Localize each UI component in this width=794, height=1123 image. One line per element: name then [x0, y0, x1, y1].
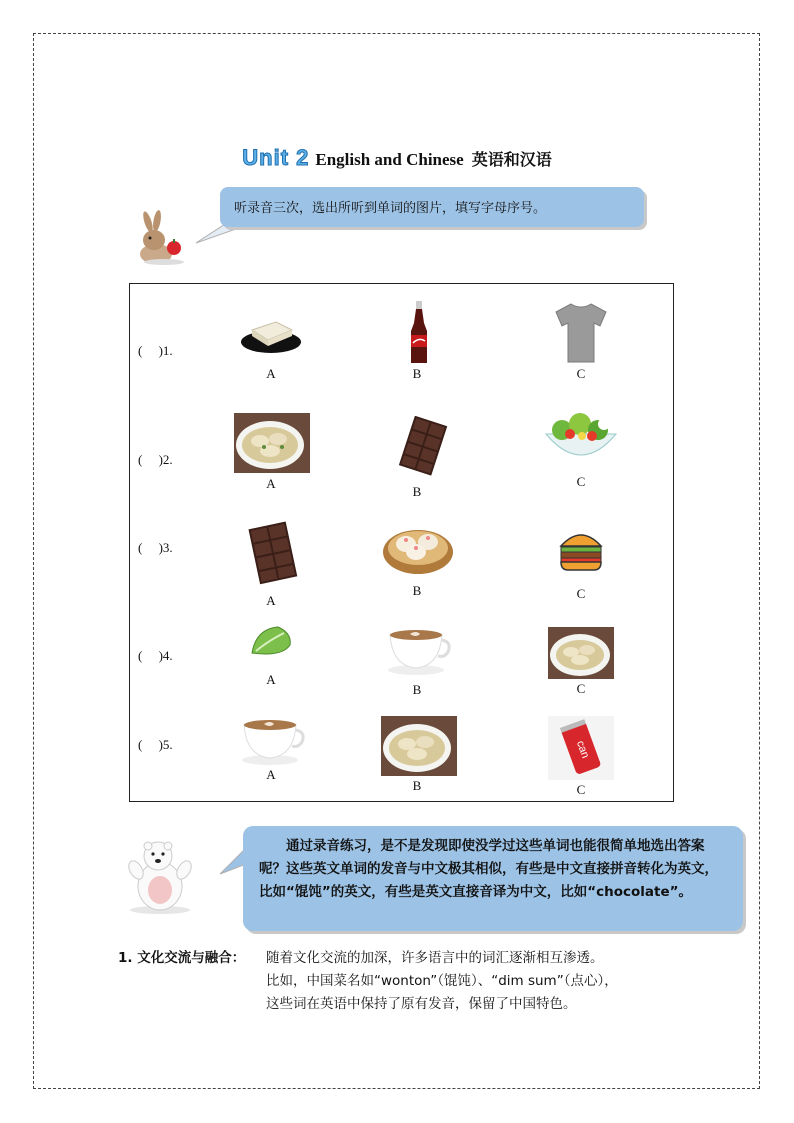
- option-2c-label: C: [576, 474, 586, 489]
- unit-label: Unit 2: [242, 145, 310, 170]
- option-5b-label: B: [412, 778, 422, 793]
- title-english: English and Chinese: [315, 150, 464, 169]
- salad-icon[interactable]: [542, 412, 620, 470]
- question-1-number: ( )1.: [138, 343, 173, 358]
- option-3b-label: B: [412, 583, 422, 598]
- title-chinese: 英语和汉语: [471, 150, 552, 169]
- chocolate-icon[interactable]: [396, 416, 452, 476]
- question-box: [129, 283, 674, 802]
- chocolate-icon[interactable]: [246, 520, 308, 586]
- option-2a-label: A: [266, 476, 276, 491]
- option-1c-label: C: [576, 366, 586, 381]
- section-1: [118, 947, 618, 1012]
- section-1-heading: 1. 文化交流与融合：: [118, 950, 246, 966]
- note-bubble: [243, 826, 743, 931]
- hamburger-icon[interactable]: [558, 528, 604, 572]
- option-1a-label: A: [266, 366, 276, 381]
- option-1b-label: B: [412, 366, 422, 381]
- section-1-line-1: 随着文化交流的加深，许多语言中的词汇逐渐相互渗透。: [266, 950, 604, 966]
- question-2-number: ( )2.: [138, 452, 173, 467]
- wonton-icon[interactable]: [548, 627, 614, 679]
- tofu-icon[interactable]: [240, 314, 302, 354]
- polar-bear-icon: [124, 836, 194, 916]
- option-4b-label: B: [412, 682, 422, 697]
- option-3c-label: C: [576, 586, 586, 601]
- section-1-line-2: 比如，中国菜名如“wonton”（馄饨）、“dim sum”（点心），: [266, 973, 618, 989]
- lettuce-icon[interactable]: [248, 623, 294, 661]
- option-4a-label: A: [266, 672, 276, 687]
- question-5-number: ( )5.: [138, 737, 173, 752]
- dim-sum-icon[interactable]: [382, 518, 454, 576]
- wonton-icon[interactable]: [381, 716, 457, 776]
- tshirt-icon[interactable]: [554, 302, 608, 364]
- coffee-cup-icon[interactable]: [240, 716, 306, 766]
- instruction-bubble: 听录音三次，选出所听到单词的图片，填写字母序号。: [220, 187, 644, 227]
- option-5a-label: A: [266, 767, 276, 782]
- rabbit-icon: [134, 210, 186, 266]
- question-4-number: ( )4.: [138, 648, 173, 663]
- coffee-cup-icon[interactable]: [386, 626, 452, 676]
- option-3a-label: A: [266, 593, 276, 608]
- soda-can-icon[interactable]: [548, 716, 614, 780]
- wonton-icon[interactable]: [234, 413, 310, 473]
- note-text: 通过录音练习，是不是发现即使没学过这些单词也能很简单地选出答案呢？这些英文单词的发音与中文极其相似，有些是中文直接拼音转化为英文，比如“馄饨”的英文，有些是英文直接音译为中文，比如“chocolate”。: [259, 838, 718, 900]
- svg-text:can: can: [573, 739, 592, 760]
- option-4c-label: C: [576, 681, 586, 696]
- unit-title: [0, 145, 794, 171]
- question-3-number: ( )3.: [138, 540, 173, 555]
- coke-bottle-icon[interactable]: [408, 301, 430, 365]
- option-5c-label: C: [576, 782, 586, 797]
- section-1-line-3: 这些词在英语中保持了原有发音，保留了中国特色。: [266, 996, 577, 1012]
- option-2b-label: B: [412, 484, 422, 499]
